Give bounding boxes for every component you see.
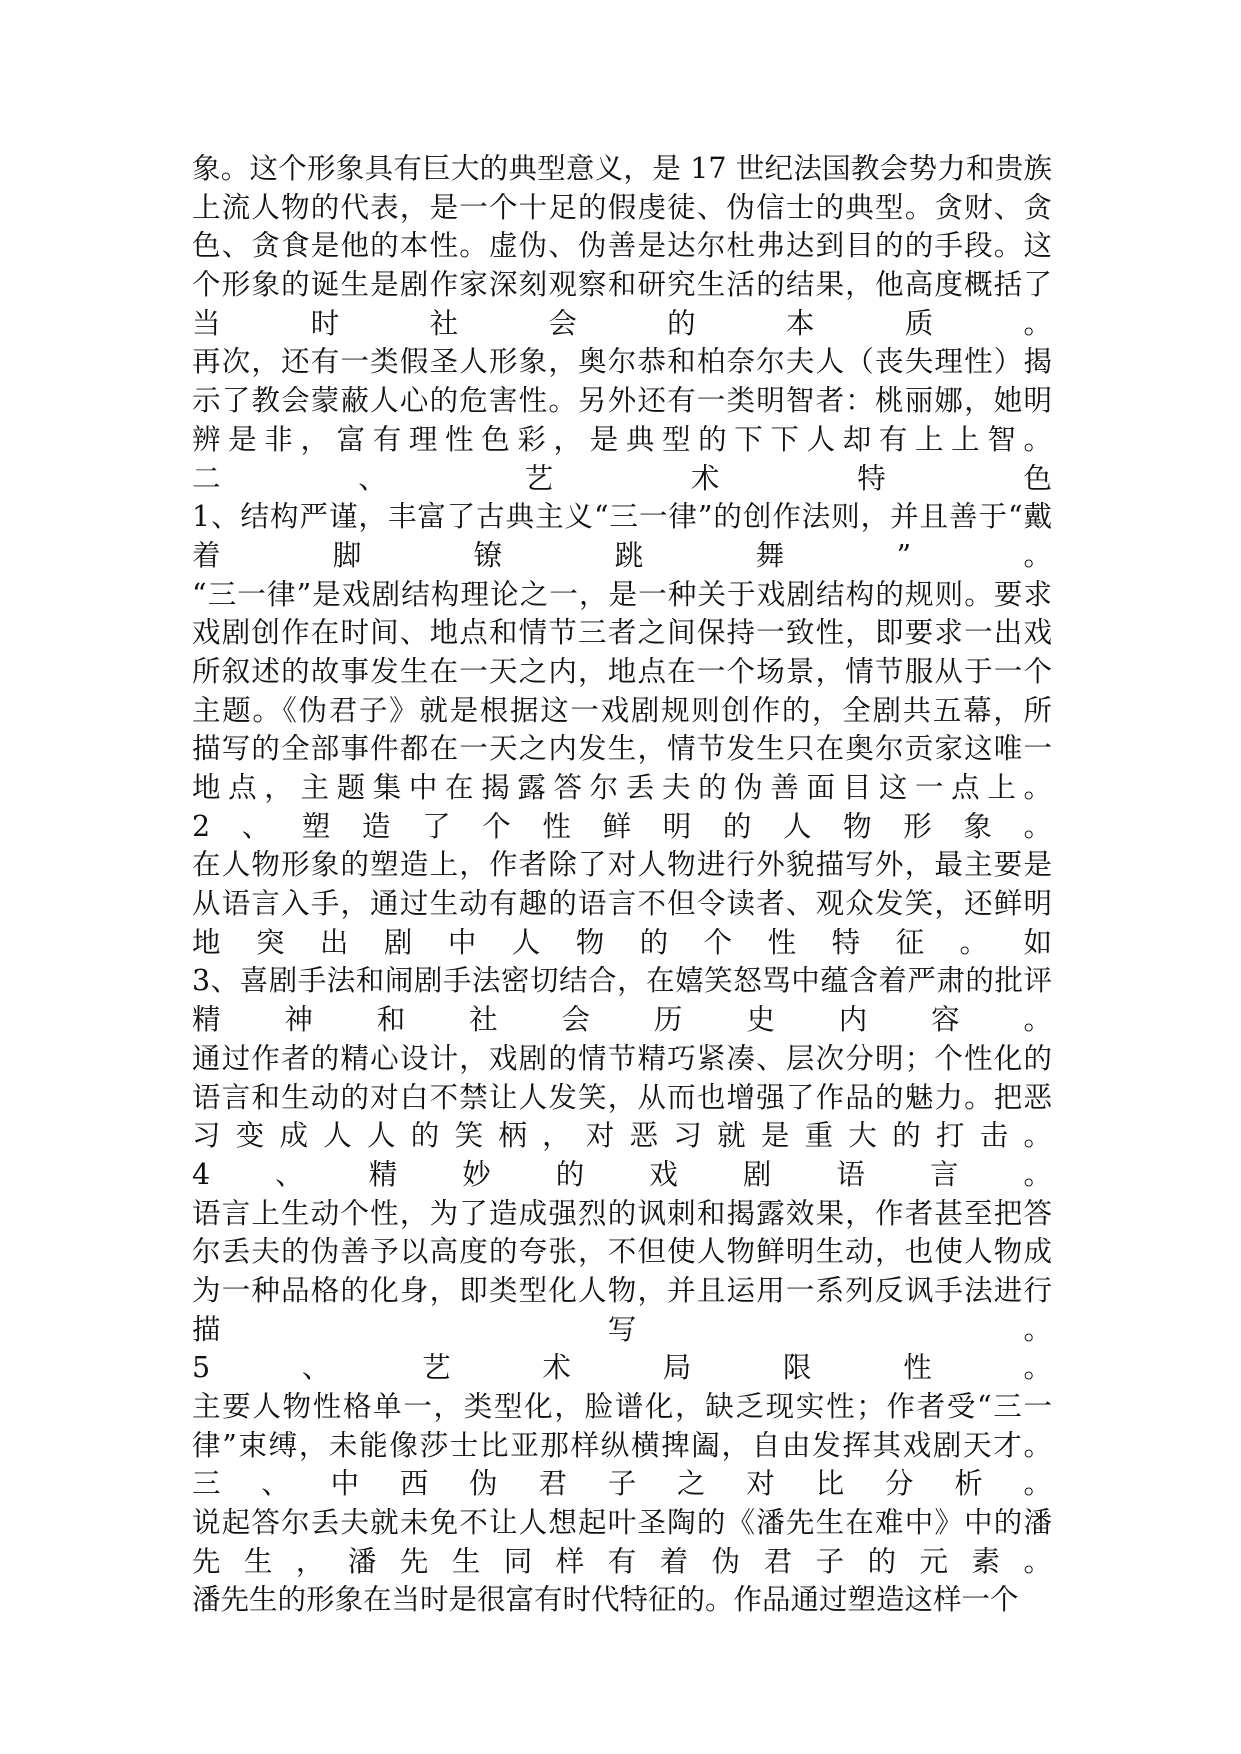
- text-line: 地突出剧中人物的个性特征。如: [192, 925, 1052, 959]
- text-line: 主要人物性格单一，类型化，脸谱化，缺乏现实性；作者受“三一: [192, 1390, 1052, 1423]
- text-line: 在人物形象的塑造上，作者除了对人物进行外貌描写外，最主要是: [192, 848, 1052, 882]
- text-line: 个形象的诞生是剧作家深刻观察和研究生活的结果，他高度概括了: [192, 268, 1052, 302]
- text-line: 示了教会蒙蔽人心的危害性。另外还有一类明智者：桃丽娜，她明: [192, 384, 1052, 418]
- body-text: [192, 150, 1052, 1620]
- text-line: 主题。《伪君子》就是根据这一戏剧规则创作的，全剧共五幕，所: [192, 693, 1052, 727]
- text-line: 精神和社会历史内容。: [192, 1003, 1052, 1037]
- text-line: 习变成人人的笑柄，对恶习就是重大的打击。: [192, 1119, 1052, 1153]
- text-line: 辨是非，富有理性色彩，是典型的下下人却有上上智。: [192, 422, 1052, 456]
- text-line: 为一种品格的化身，即类型化人物，并且运用一系列反讽手法进行: [192, 1273, 1052, 1307]
- text-line: 先生，潘先生同样有着伪君子的元素。: [192, 1544, 1052, 1578]
- text-line: 地点，主题集中在揭露答尔丢夫的伪善面目这一点上。: [192, 771, 1052, 804]
- text-line: 象。这个形象具有巨大的典型意义，是 17 世纪法国教会势力和贵族: [192, 152, 1052, 185]
- text-line: 描写的全部事件都在一天之内发生，情节发生只在奥尔贡家这唯一: [192, 732, 1052, 766]
- text-line: 5、艺术局限性。: [192, 1351, 1052, 1385]
- text-line: 尔丢夫的伪善予以高度的夸张，不但使人物鲜明生动，也使人物成: [192, 1235, 1052, 1269]
- text-line: 3、喜剧手法和闹剧手法密切结合，在嬉笑怒骂中蕴含着严肃的批评: [192, 964, 1052, 998]
- text-line: 三、中西伪君子之对比分析。: [192, 1467, 1052, 1501]
- text-line: 1、结构严谨，丰富了古典主义“三一律”的创作法则，并且善于“戴: [192, 500, 1052, 534]
- text-line: “三一律”是戏剧结构理论之一，是一种关于戏剧结构的规则。要求: [192, 577, 1052, 611]
- text-line: 所叙述的故事发生在一天之内，地点在一个场景，情节服从于一个: [192, 654, 1052, 688]
- text-line: 律”束缚，未能像莎士比亚那样纵横捭阖，自由发挥其戏剧天才。: [192, 1428, 1052, 1462]
- text-line: 再次，还有一类假圣人形象，奥尔恭和柏奈尔夫人（丧失理性）揭: [192, 345, 1052, 379]
- text-line: 语言和生动的对白不禁让人发笑，从而也增强了作品的魅力。把恶: [192, 1080, 1052, 1114]
- text-line: 当时社会的本质。: [192, 306, 1052, 340]
- text-line: 语言上生动个性，为了造成强烈的讽刺和揭露效果，作者甚至把答: [192, 1196, 1052, 1230]
- text-line: 上流人物的代表，是一个十足的假虔徒、伪信士的典型。贪财、贪: [192, 190, 1052, 224]
- text-line: 潘先生的形象在当时是很富有时代特征的。作品通过塑造这样一个: [192, 1583, 1019, 1617]
- text-line: 说起答尔丢夫就未免不让人想起叶圣陶的《潘先生在难中》中的潘: [192, 1506, 1052, 1540]
- text-line: 着脚镣跳舞”。: [192, 538, 1052, 572]
- text-line: 二、艺术特色: [192, 461, 1052, 495]
- text-line: 通过作者的精心设计，戏剧的情节精巧紧凑、层次分明；个性化的: [192, 1041, 1052, 1075]
- text-line: 4、精妙的戏剧语言。: [192, 1157, 1052, 1191]
- text-line: 2、塑造了个性鲜明的人物形象。: [192, 809, 1052, 843]
- text-line: 色、贪食是他的本性。虚伪、伪善是达尔杜弗达到目的的手段。这: [192, 229, 1052, 263]
- text-line: 戏剧创作在时间、地点和情节三者之间保持一致性，即要求一出戏: [192, 616, 1052, 650]
- text-line: 描写。: [192, 1312, 1052, 1346]
- text-line: 从语言入手，通过生动有趣的语言不但令读者、观众发笑，还鲜明: [192, 887, 1052, 921]
